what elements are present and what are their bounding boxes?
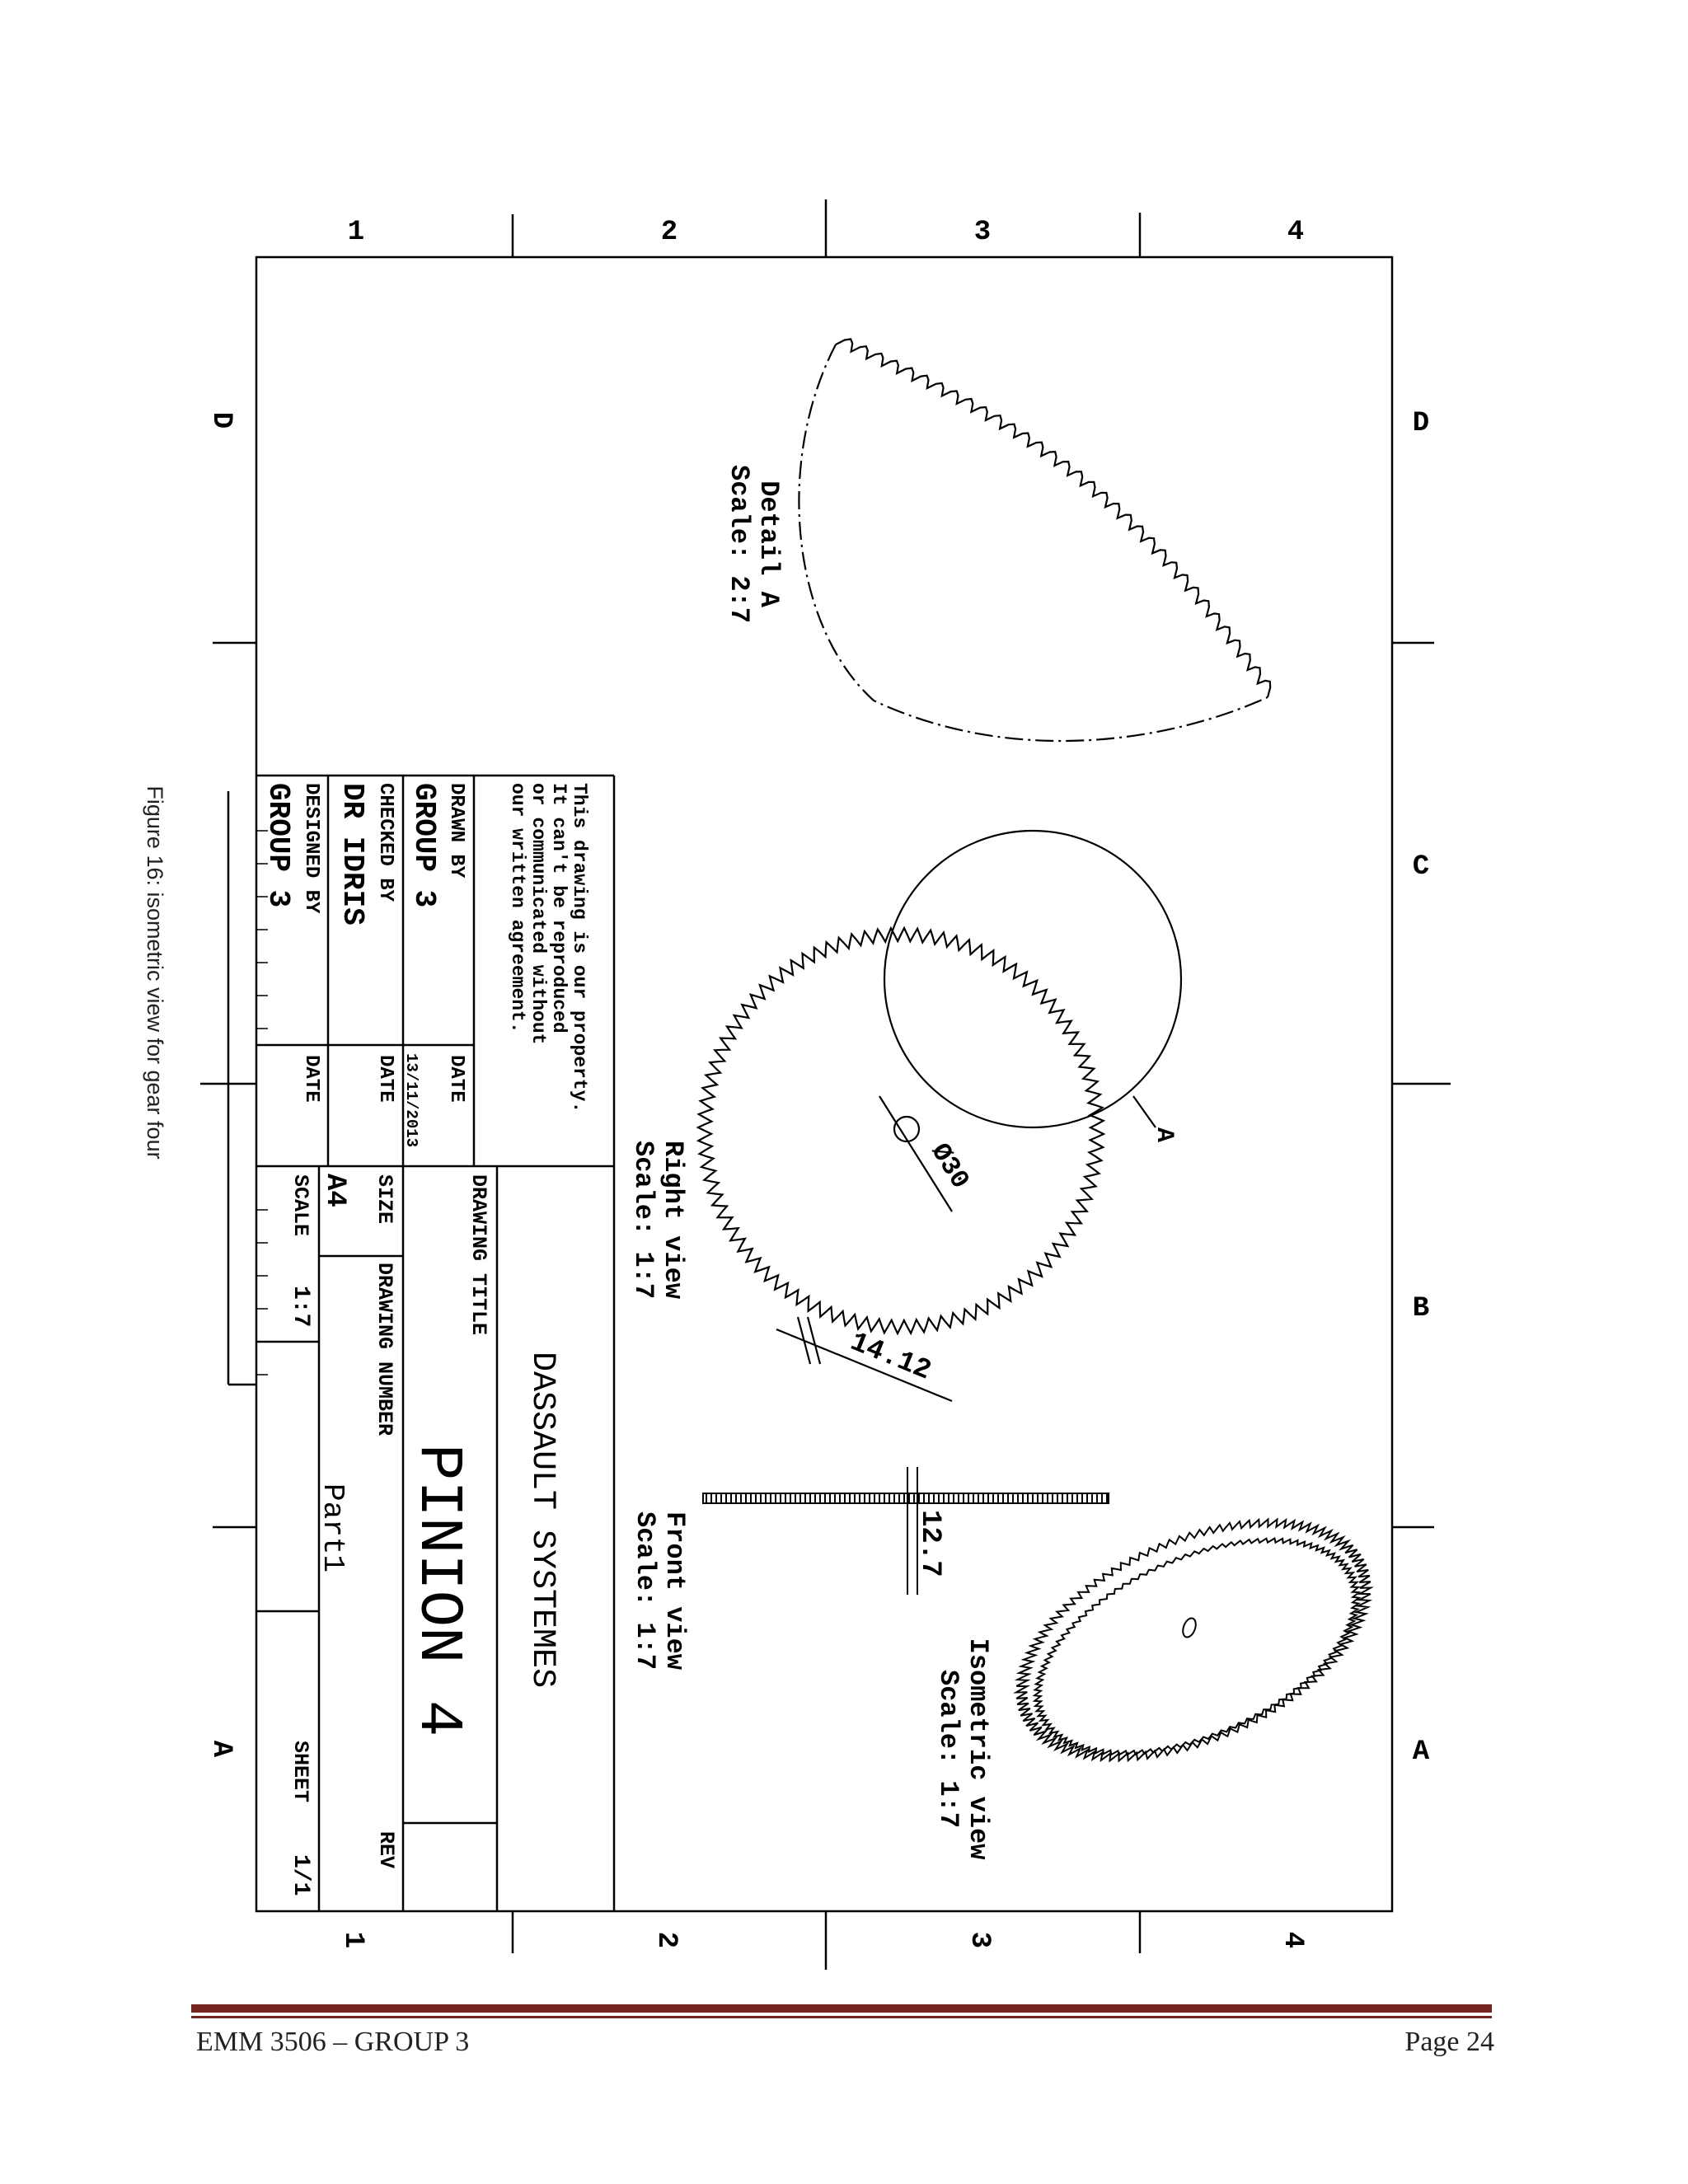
zone-col-bottom-4: 4 [1277,1931,1308,1949]
drawn-by-value: GROUP 3 [407,783,441,908]
designed-by-value: GROUP 3 [261,783,295,908]
detail-leader [1133,1096,1156,1127]
tooth-ext-2 [808,1317,820,1364]
zone-row-left-a: A [205,1740,237,1758]
drawing-title-label: DRAWING TITLE [467,1174,490,1336]
tooth-ext-1 [798,1317,810,1364]
right-view-label [628,1141,688,1300]
size-value: A4 [319,1174,350,1207]
company-name: DASSAULT SYSTEMES [523,1352,560,1689]
drawn-by-label: DRAWN BY [445,783,467,879]
zone-row-right-b: B [1412,1293,1430,1324]
designed-date-label: DATE [300,1055,322,1103]
right-scale: Scale: 1:7 [628,1140,659,1300]
iso-bore [1180,1616,1198,1638]
footer-rule-thin [191,2016,1492,2018]
detail-circle [884,831,1181,1127]
size-label: SIZE [373,1174,396,1225]
scale-label: SCALE [288,1174,312,1237]
checked-date-label: DATE [374,1055,396,1103]
iso-scale: Scale: 1:7 [933,1669,964,1829]
detail-a-label [724,465,784,623]
front-title: Front view [659,1511,690,1671]
drawn-date-label: DATE [445,1055,467,1103]
notice-line-4: our written agreement. [507,783,528,1033]
detail-a-view [799,340,1270,742]
checked-by-label: CHECKED BY [374,783,396,902]
zone-col-bottom-3: 3 [964,1931,995,1949]
zone-row-right-d: D [1412,408,1430,439]
zone-row-left-d: D [205,411,237,429]
right-title: Right view [658,1140,688,1300]
iso-title: Isometric view [963,1638,993,1860]
detail-teeth [836,340,1270,698]
front-view-texts [630,1510,945,1671]
zone-col-bottom-1: 1 [337,1931,368,1949]
notice-line-2: It can't be reproduced [548,783,570,1033]
iso-gear-inner [1034,1539,1359,1755]
iso-view-label [933,1638,993,1861]
right-view-texts [628,1127,1178,1387]
checked-by-value: DR IDRIS [335,783,369,926]
iso-gear-teeth [1016,1520,1371,1761]
notice-line-3: or communicated without [528,783,549,1045]
notice-line-1: This drawing is our property. [569,783,590,1113]
front-view [703,1467,1109,1595]
front-scale: Scale: 1:7 [630,1511,660,1671]
detail-title: Detail A [753,480,784,607]
bore-dimension: Ø30 [924,1137,976,1195]
tooth-dimension: 14.12 [845,1326,935,1388]
front-view-label [630,1511,690,1671]
drawing-title-value: PINION 4 [403,1444,472,1737]
rev-label: REV [374,1831,398,1869]
zone-row-right-a: A [1412,1736,1430,1768]
sheet-label: SHEET [288,1741,312,1803]
thickness-dimension: 12.7 [914,1510,945,1577]
detail-boundary [799,344,1268,741]
zone-col-top-1: 1 [347,217,365,248]
zone-row-right-c: C [1412,851,1430,883]
drawing-number-label: DRAWING NUMBER [373,1263,396,1436]
footer-rule [191,2004,1492,2013]
footer-course: EMM 3506 – GROUP 3 [196,2027,470,2057]
detail-marker: A [1150,1127,1178,1143]
title-block-ticks [256,831,268,1375]
zone-col-top-2: 2 [660,217,678,248]
drawing-number-value: Part1 [316,1483,349,1573]
zone-col-top-4: 4 [1287,217,1305,248]
figure-caption: Figure 16: isometric view for gear four [143,785,167,1160]
right-view [698,831,1181,1401]
scale-value: 1:7 [288,1286,313,1328]
footer-page-number: Page 24 [1404,2027,1494,2057]
zone-col-bottom-2: 2 [650,1931,682,1949]
sheet-value: 1/1 [288,1854,313,1896]
zone-col-top-3: 3 [973,217,992,248]
designed-by-label: DESIGNED BY [300,783,322,914]
title-block-texts [261,783,590,1896]
drawn-date-value: 13/11/2013 [402,1053,420,1148]
isometric-view [1016,1520,1371,1761]
detail-scale: Scale: 2:7 [724,464,754,624]
